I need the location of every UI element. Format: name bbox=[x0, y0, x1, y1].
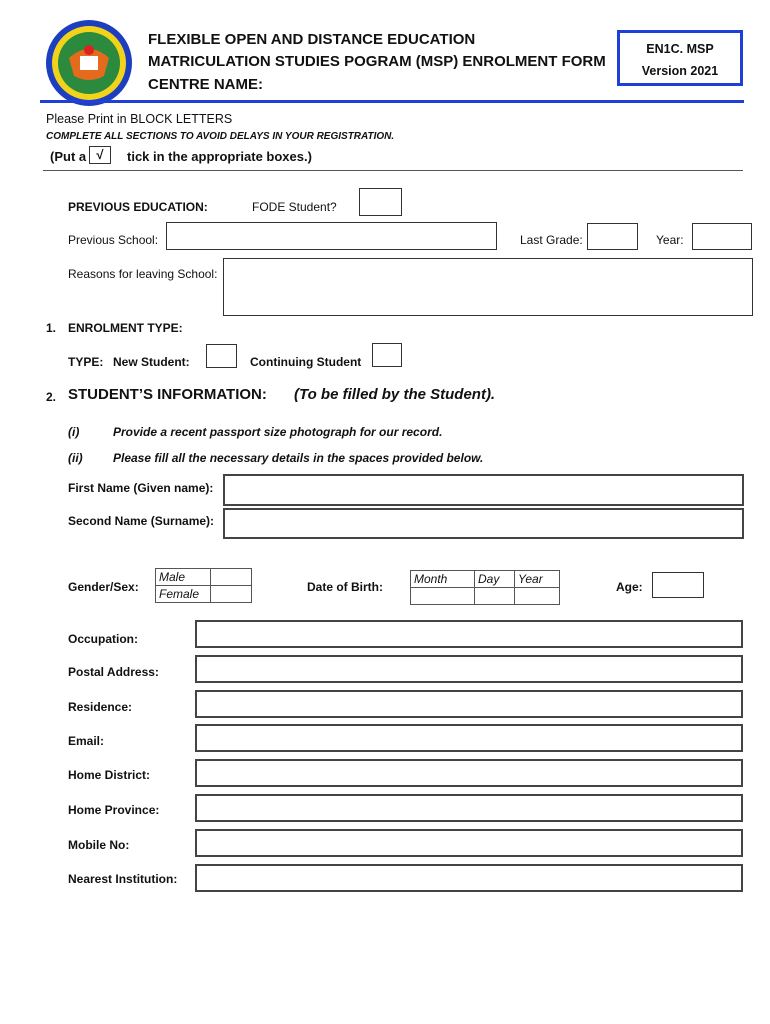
print-instruction: Please Print in BLOCK LETTERS bbox=[46, 112, 233, 126]
gender-female-checkbox[interactable] bbox=[211, 586, 252, 603]
form-title-line2: MATRICULATION STUDIES POGRAM (MSP) ENROLMENT FORM bbox=[148, 53, 606, 70]
first-name-label: First Name (Given name): bbox=[68, 481, 214, 495]
item-i-text: Provide a recent passport size photograph for our record. bbox=[113, 425, 443, 439]
age-input[interactable] bbox=[652, 572, 704, 598]
nearest-institution-label: Nearest Institution: bbox=[68, 872, 178, 886]
form-code-box bbox=[617, 30, 743, 86]
student-info-note: (To be filled by the Student). bbox=[294, 386, 496, 403]
previous-school-input[interactable] bbox=[166, 222, 497, 250]
year-label: Year: bbox=[656, 233, 684, 247]
second-name-label: Second Name (Surname): bbox=[68, 514, 215, 528]
gender-label: Gender/Sex: bbox=[68, 580, 139, 594]
age-label: Age: bbox=[616, 580, 643, 594]
nearest-institution-input[interactable] bbox=[195, 864, 743, 892]
postal-address-label: Postal Address: bbox=[68, 665, 159, 679]
student-info-number: 2. bbox=[46, 390, 57, 404]
gender-male-label: Male bbox=[156, 569, 211, 586]
centre-name-label: CENTRE NAME: bbox=[148, 76, 263, 93]
type-label: TYPE: bbox=[68, 355, 104, 369]
enrolment-number: 1. bbox=[46, 321, 57, 335]
email-input[interactable] bbox=[195, 724, 743, 752]
dob-month-input[interactable] bbox=[411, 588, 475, 605]
previous-school-label: Previous School: bbox=[68, 233, 159, 247]
residence-input[interactable] bbox=[195, 690, 743, 718]
last-grade-label: Last Grade: bbox=[520, 233, 583, 247]
postal-address-input[interactable] bbox=[195, 655, 743, 683]
dob-month-label: Month bbox=[411, 571, 475, 588]
continuing-student-checkbox[interactable] bbox=[372, 343, 402, 367]
residence-label: Residence: bbox=[68, 700, 133, 714]
last-grade-input[interactable] bbox=[587, 223, 638, 250]
gender-male-checkbox[interactable] bbox=[211, 569, 252, 586]
item-ii-text: Please fill all the necessary details in the spaces provided below. bbox=[113, 451, 484, 465]
student-info-heading: STUDENT’S INFORMATION: bbox=[68, 386, 267, 403]
form-title-line1: FLEXIBLE OPEN AND DISTANCE EDUCATION bbox=[148, 31, 476, 48]
email-label: Email: bbox=[68, 734, 105, 748]
dob-year-label: Year bbox=[515, 571, 560, 588]
dob-day-label: Day bbox=[475, 571, 515, 588]
fode-logo bbox=[44, 18, 134, 108]
dob-label: Date of Birth: bbox=[307, 580, 383, 594]
put-a-label: (Put a bbox=[50, 149, 87, 164]
gender-female-label: Female bbox=[156, 586, 211, 603]
dob-year-input[interactable] bbox=[515, 588, 560, 605]
section-divider bbox=[43, 170, 743, 171]
enrolment-heading: ENROLMENT TYPE: bbox=[68, 321, 183, 335]
item-ii-marker: (ii) bbox=[68, 451, 83, 465]
dob-day-input[interactable] bbox=[475, 588, 515, 605]
home-province-input[interactable] bbox=[195, 794, 743, 822]
item-i-marker: (i) bbox=[68, 425, 80, 439]
mobile-no-label: Mobile No: bbox=[68, 838, 130, 852]
occupation-label: Occupation: bbox=[68, 632, 139, 646]
complete-instruction: COMPLETE ALL SECTIONS TO AVOID DELAYS IN YOUR REGISTRATION. bbox=[46, 131, 395, 142]
previous-education-heading: PREVIOUS EDUCATION: bbox=[68, 200, 208, 214]
reasons-label: Reasons for leaving School: bbox=[68, 267, 218, 281]
header-divider bbox=[40, 100, 744, 103]
mobile-no-input[interactable] bbox=[195, 829, 743, 857]
fode-student-checkbox[interactable] bbox=[359, 188, 402, 216]
continuing-student-label: Continuing Student bbox=[250, 355, 362, 369]
home-district-input[interactable] bbox=[195, 759, 743, 787]
reasons-input[interactable] bbox=[223, 258, 753, 316]
tick-instruction: tick in the appropriate boxes.) bbox=[127, 149, 312, 164]
occupation-input[interactable] bbox=[195, 620, 743, 648]
form-code: EN1C. MSP bbox=[646, 42, 714, 56]
home-district-label: Home District: bbox=[68, 768, 151, 782]
year-input[interactable] bbox=[692, 223, 752, 250]
tick-example-box: √ bbox=[89, 146, 111, 164]
new-student-label: New Student: bbox=[113, 355, 190, 369]
home-province-label: Home Province: bbox=[68, 803, 160, 817]
fode-student-label: FODE Student? bbox=[252, 200, 337, 214]
form-version: Version 2021 bbox=[641, 64, 719, 78]
gender-table bbox=[155, 568, 252, 603]
dob-table bbox=[410, 570, 560, 605]
second-name-input[interactable] bbox=[223, 508, 744, 539]
first-name-input[interactable] bbox=[223, 474, 744, 506]
new-student-checkbox[interactable] bbox=[206, 344, 237, 368]
